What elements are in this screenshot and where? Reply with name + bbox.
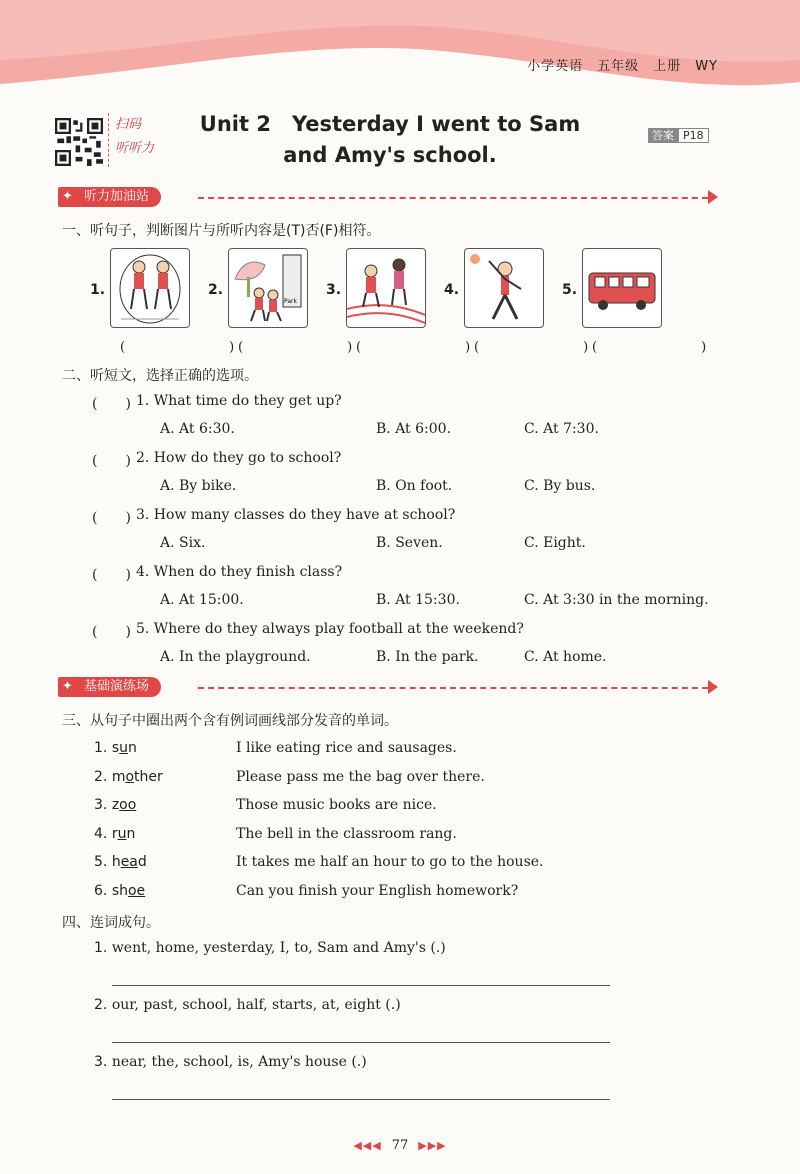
word-part: z (111, 797, 120, 813)
picture-number: 4. (444, 282, 460, 298)
word-part: n (127, 740, 137, 756)
answer-paren[interactable]: ( ) (474, 340, 615, 355)
picture-number: 3. (326, 282, 342, 298)
option-b[interactable]: B. In the park. (376, 649, 479, 665)
word-part: h (111, 854, 121, 870)
kids-playing-icon (346, 248, 426, 328)
dashed-divider (198, 197, 708, 199)
option-a[interactable]: A. Six. (160, 535, 206, 551)
option-c[interactable]: C. Eight. (524, 535, 586, 551)
arrow-right-icon (708, 190, 718, 204)
example-word (94, 854, 147, 870)
unit-title-line-2: and Amy's school. (283, 143, 497, 167)
word-part: n (126, 826, 136, 842)
option-c[interactable]: C. At 3:30 in the morning. (524, 592, 709, 608)
kids-running-park-icon (228, 248, 308, 328)
answer-line[interactable] (112, 1099, 610, 1100)
scan-to-listen-label (108, 113, 167, 167)
answer-paren[interactable]: ( ) (120, 340, 261, 355)
answer-paren[interactable]: ( ) (92, 396, 131, 412)
question-text: 1. What time do they get up? (136, 393, 342, 409)
sentence-text[interactable]: Those music books are nice. (236, 797, 437, 813)
picture-number: 2. (208, 282, 224, 298)
option-c[interactable]: C. At 7:30. (524, 421, 599, 437)
q1-heading: 一、听句子，判断图片与所听内容是(T)否(F)相符。 (62, 223, 381, 239)
underlined-letters: ea (120, 854, 138, 870)
example-word (94, 797, 136, 813)
scrambled-words: near, the, school, is, Amy's house (.) (111, 1054, 367, 1070)
q3-heading: 三、从句子中圈出两个含有例词画线部分发音的单词。 (62, 713, 398, 729)
word-part: ther (134, 769, 163, 785)
word-list (94, 1054, 367, 1070)
option-a[interactable]: A. By bike. (160, 478, 237, 494)
underlined-letters: oo (119, 797, 137, 813)
option-b[interactable]: B. At 6:00. (376, 421, 452, 437)
triple-arrow-left-icon: ◀◀◀ (353, 1139, 382, 1152)
question-text: 5. Where do they always play football at the weekend? (136, 621, 524, 637)
question-text: 3. How many classes do they have at school? (136, 507, 456, 523)
answer-paren[interactable]: ( ) (92, 624, 131, 640)
q4-heading: 四、连词成句。 (62, 915, 160, 931)
option-c[interactable]: C. At home. (524, 649, 607, 665)
question-text: 4. When do they finish class? (136, 564, 343, 580)
word-list (94, 997, 401, 1013)
word-list (94, 940, 446, 956)
header-wave-decoration (0, 0, 800, 100)
sentence-text[interactable]: Please pass me the bag over there. (236, 769, 485, 785)
unit-title-line-1: Unit 2 Yesterday I went to Sam (199, 112, 581, 136)
option-a[interactable]: A. At 15:00. (160, 592, 244, 608)
section-label-text: 听力加油站 (84, 189, 150, 204)
sentence-text[interactable]: It takes me half an hour to go to the house. (236, 854, 544, 870)
header-subject: 小学英语 (527, 59, 584, 74)
answer-paren[interactable]: ( ) (356, 340, 497, 355)
option-a[interactable]: A. In the playground. (160, 649, 311, 665)
sentence-text[interactable]: The bell in the classroom rang. (236, 826, 457, 842)
header-edition: WY (695, 59, 718, 74)
triple-arrow-right-icon: ▶▶▶ (418, 1139, 447, 1152)
arrow-right-icon (708, 680, 718, 694)
kids-skipping-rope-icon (110, 248, 190, 328)
underlined-letters: u (119, 740, 128, 756)
example-word (94, 740, 137, 756)
example-word (94, 769, 163, 785)
picture-number: 5. (562, 282, 578, 298)
item-number: 2. (94, 997, 108, 1013)
item-number: 4. (94, 826, 108, 842)
answer-paren[interactable]: ( ) (92, 453, 131, 469)
page-footer (0, 1138, 800, 1153)
star-icon: ✦ (62, 679, 73, 694)
answer-page-number: P18 (678, 128, 709, 143)
section-banner-basic (58, 677, 718, 699)
answer-line[interactable] (112, 985, 610, 986)
dashed-divider (198, 687, 708, 689)
item-number: 5. (94, 854, 108, 870)
option-a[interactable]: A. At 6:30. (160, 421, 235, 437)
underlined-letters: o (125, 769, 135, 785)
item-number: 1. (94, 740, 108, 756)
answer-paren[interactable]: ( ) (592, 340, 733, 355)
header-term: 上册 (653, 59, 682, 74)
sentence-text[interactable]: I like eating rice and sausages. (236, 740, 457, 756)
answer-paren[interactable]: ( ) (238, 340, 379, 355)
item-number: 3. (94, 797, 108, 813)
option-b[interactable]: B. On foot. (376, 478, 453, 494)
scrambled-words: our, past, school, half, starts, at, eight (.) (111, 997, 401, 1013)
answer-badge: 答案 (648, 128, 678, 143)
page-number: 77 (391, 1138, 409, 1153)
scan-line-2: 听听力 (115, 141, 155, 156)
word-part: s (111, 740, 120, 756)
underlined-letters: oe (127, 883, 146, 899)
q2-heading: 二、听短文，选择正确的选项。 (62, 368, 258, 384)
item-number: 1. (94, 940, 108, 956)
child-exercising-icon (464, 248, 544, 328)
section-banner-listening (58, 187, 718, 209)
item-number: 6. (94, 883, 108, 899)
question-text: 2. How do they go to school? (136, 450, 342, 466)
scan-line-1: 扫码 (115, 117, 142, 132)
scrambled-words: went, home, yesterday, I, to, Sam and Amy's (.) (111, 940, 446, 956)
option-b[interactable]: B. Seven. (376, 535, 443, 551)
park-sign-text: Park (284, 298, 297, 305)
sentence-text[interactable]: Can you finish your English homework? (236, 883, 519, 899)
word-part: r (111, 826, 118, 842)
example-word (94, 826, 135, 842)
answer-line[interactable] (112, 1042, 610, 1043)
answer-page-ref[interactable] (648, 127, 709, 143)
answer-paren[interactable]: ( ) (92, 510, 131, 526)
underlined-letters: u (117, 826, 127, 842)
item-number: 3. (94, 1054, 108, 1070)
qr-code-icon[interactable] (55, 118, 103, 166)
word-part: m (111, 769, 126, 785)
answer-paren[interactable]: ( ) (92, 567, 131, 583)
header-book-info (513, 55, 718, 74)
word-part: sh (111, 883, 128, 899)
star-icon: ✦ (62, 189, 73, 204)
picture-number: 1. (90, 282, 106, 298)
item-number: 2. (94, 769, 108, 785)
word-part: d (137, 854, 147, 870)
header-grade: 五年级 (597, 59, 640, 74)
section-label-text: 基础演练场 (84, 679, 150, 694)
section-title-basic (58, 677, 161, 697)
example-word (94, 883, 145, 899)
option-b[interactable]: B. At 15:30. (376, 592, 460, 608)
bus-icon (582, 248, 662, 328)
section-title-listening (58, 187, 161, 207)
option-c[interactable]: C. By bus. (524, 478, 596, 494)
